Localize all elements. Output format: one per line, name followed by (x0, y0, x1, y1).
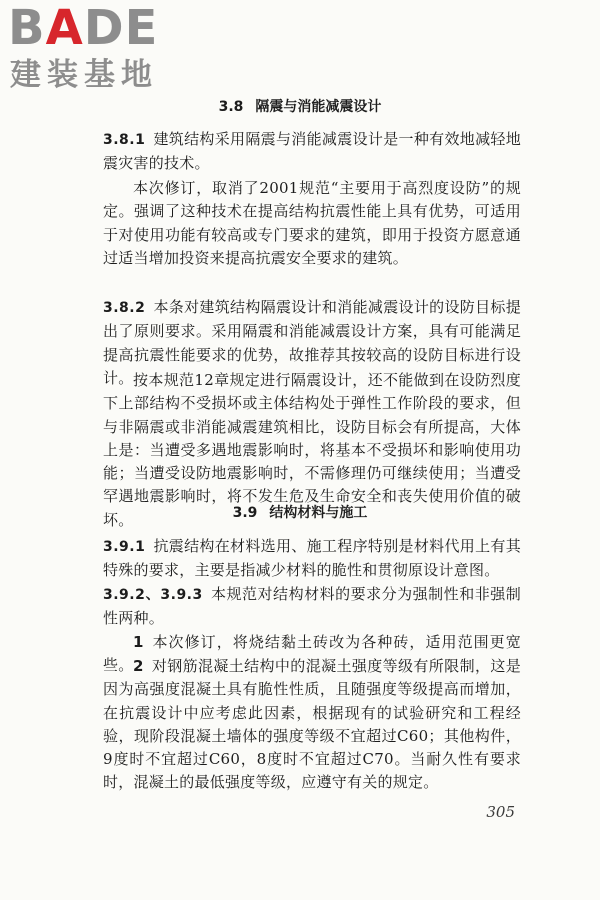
section-number: 3.8 (218, 99, 244, 115)
clause-3-9-2-3 (103, 583, 521, 631)
list-item-number: 1 (133, 633, 144, 651)
list-item-text: 本次修订，将烧结黏土砖改为各种砖，适用范围更宽些。 (103, 633, 521, 675)
commentary-3-8-2: 按本规范12章规定进行隔震设计，还不能做到在设防烈度下上部结构不受损坏或主体结构处于弹性工作阶段的要求，但与非隔震或非消能减震建筑相比，设防目标会有所提高，大体上是：当遭受多遇地震影响时，将基本不受损坏和影响使用功能；当遭受设防地震影响时，不需修理仍可继续使用；当遭受罕遇地震影响时，将不发生危及生命安全和丧失使用价值的破坏。 (103, 371, 521, 529)
clause-number: 3.9.2、3.9.3 (103, 587, 203, 603)
clause-text: 本规范对结构材料的要求分为强制性和非强制性两种。 (103, 585, 521, 628)
logo-subtitle: 建装基地 (10, 57, 158, 93)
list-item-number: 2 (133, 657, 144, 675)
section-title-3-8 (0, 97, 600, 117)
clause-text: 抗震结构在材料选用、施工程序特别是材料代用上有其特殊的要求，主要是指减少材料的脆性和贯彻原设计意图。 (103, 537, 521, 580)
list-item (103, 655, 521, 795)
page-number: 305 (486, 803, 515, 821)
section-title-text: 隔震与消能减震设计 (255, 99, 382, 115)
clause-text: 本条对建筑结构隔震设计和消能减震设计的设防目标提出了原则要求。采用隔震和消能减震设计方案，具有可能满足提高抗震性能要求的优势，故推荐其按较高的设防目标进行设计。 (103, 298, 521, 387)
clause-number: 3.8.1 (103, 132, 146, 148)
section-title-3-9 (0, 503, 600, 523)
clause-3-8-1 (103, 128, 521, 176)
section-title-text: 结构材料与施工 (269, 505, 368, 521)
logo-accent-letter: A (45, 0, 84, 56)
bade-logo (8, 2, 178, 94)
list-item-text: 对钢筋混凝土结构中的混凝土强度等级有所限制，这是因为高强度混凝土具有脆性性质，且随强度等级提高而增加，在抗震设计中应考虑此因素，根据现有的试验研究和工程经验，现阶段混凝土墙体的强度等级不宜超过C60；其他构件，9度时不宜超过C60，8度时不宜超过C70。当耐久性有要求时，混凝土的最低强度等级，应遵守有关的规定。 (103, 657, 521, 792)
clause-number: 3.9.1 (103, 539, 146, 555)
clause-3-9-1 (103, 535, 521, 583)
clause-number: 3.8.2 (103, 300, 146, 316)
logo-wordmark: BADE (8, 0, 159, 56)
commentary-3-8-1: 本次修订，取消了2001规范“主要用于高烈度设防”的规定。强调了这种技术在提高结构抗震性能上具有优势，可适用于对使用功能有较高或专门要求的建筑，即用于投资方愿意通过适当增加投资来提高抗震安全要求的建筑。 (103, 179, 521, 267)
section-number: 3.9 (232, 505, 258, 521)
clause-text: 建筑结构采用隔震与消能减震设计是一种有效地减轻地震灾害的技术。 (103, 130, 521, 173)
